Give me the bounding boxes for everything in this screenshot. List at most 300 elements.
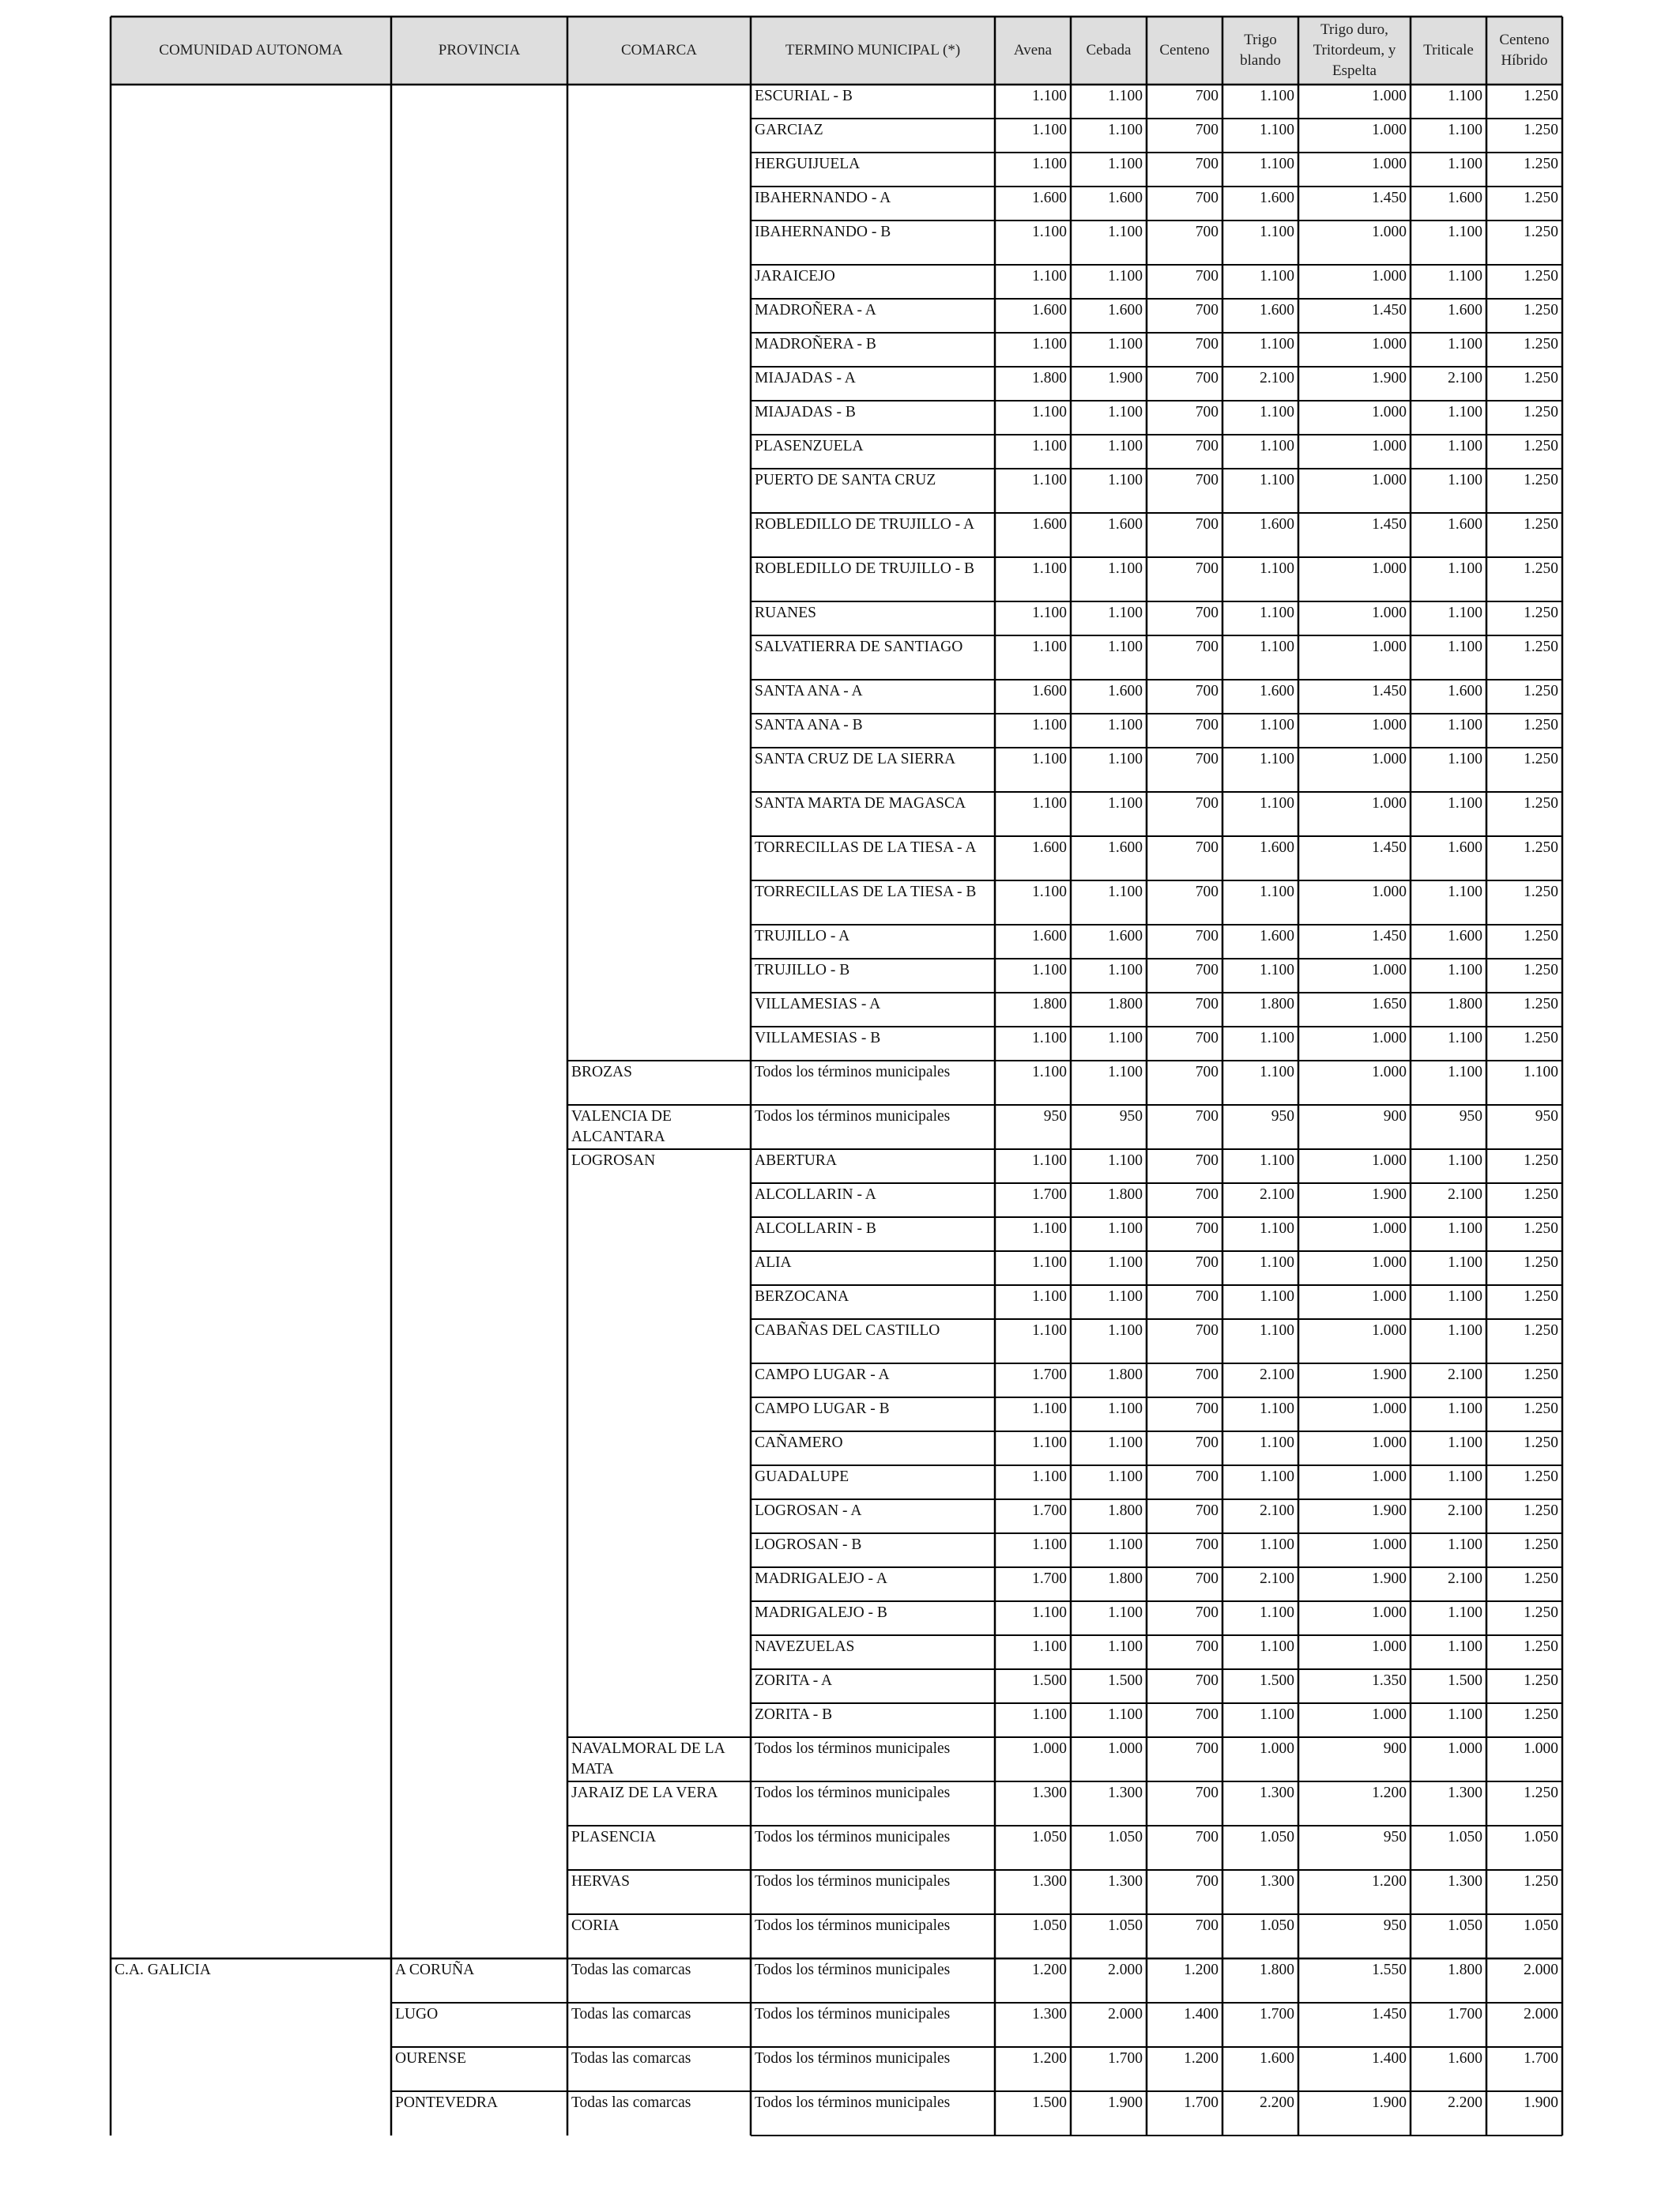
value-cell: 700	[1195, 1638, 1219, 1655]
value-cell: 1.700	[1032, 1570, 1067, 1587]
termino-cell: LOGROSAN - A	[755, 1502, 862, 1519]
termino-cell: GUADALUPE	[755, 1468, 849, 1485]
value-cell: 1.100	[1448, 1468, 1482, 1485]
value-cell: 700	[1195, 1220, 1219, 1237]
value-cell: 1.100	[1108, 224, 1143, 240]
termino-cell: Todos los términos municipales	[755, 2006, 951, 2022]
value-cell: 1.800	[1448, 996, 1482, 1012]
value-cell: 1.600	[1448, 2050, 1482, 2067]
termino-cell: Todos los términos municipales	[755, 2050, 951, 2067]
value-cell: 950	[1383, 1829, 1407, 1845]
value-cell: 1.600	[1108, 928, 1143, 944]
termino-cell: GARCIAZ	[755, 122, 823, 138]
header-cell: Triticale	[1411, 17, 1486, 85]
value-cell: 1.250	[1524, 370, 1558, 386]
value-cell: 1.200	[1184, 1962, 1219, 1978]
value-cell: 700	[1195, 1254, 1219, 1271]
value-cell: 1.100	[1108, 1288, 1143, 1305]
value-cell: 1.250	[1524, 884, 1558, 900]
value-cell: 1.100	[1108, 1064, 1143, 1080]
value-cell: 700	[1195, 88, 1219, 104]
value-cell: 700	[1195, 268, 1219, 285]
value-cell: 700	[1195, 639, 1219, 655]
value-cell: 700	[1195, 224, 1219, 240]
value-cell: 700	[1195, 1829, 1219, 1845]
value-cell: 1.100	[1260, 1536, 1294, 1553]
value-cell: 2.100	[1448, 1570, 1482, 1587]
value-cell: 1.100	[1260, 1638, 1294, 1655]
termino-cell: TORRECILLAS DE LA TIESA - A	[755, 839, 977, 856]
value-cell: 700	[1195, 1322, 1219, 1339]
value-cell: 1.250	[1524, 1468, 1558, 1485]
value-cell: 1.600	[1448, 302, 1482, 319]
value-cell: 1.100	[1448, 268, 1482, 285]
value-cell: 700	[1195, 404, 1219, 420]
value-cell: 1.100	[1260, 639, 1294, 655]
value-cell: 1.100	[1032, 336, 1067, 352]
value-cell: 700	[1195, 122, 1219, 138]
value-cell: 1.050	[1108, 1917, 1143, 1934]
value-cell: 1.600	[1260, 839, 1294, 856]
value-cell: 1.100	[1032, 88, 1067, 104]
value-cell: 2.200	[1448, 2094, 1482, 2111]
value-cell: 1.100	[1032, 639, 1067, 655]
value-cell: 1.000	[1372, 639, 1407, 655]
value-cell: 1.100	[1108, 268, 1143, 285]
value-cell: 1.100	[1032, 224, 1067, 240]
value-cell: 1.100	[1448, 1254, 1482, 1271]
termino-cell: Todos los términos municipales	[755, 1873, 951, 1890]
value-cell: 700	[1195, 370, 1219, 386]
value-cell: 1.100	[1032, 1468, 1067, 1485]
value-cell: 1.000	[1372, 560, 1407, 577]
value-cell: 1.000	[1108, 1740, 1143, 1757]
termino-cell: CAÑAMERO	[755, 1434, 843, 1451]
termino-cell: JARAICEJO	[755, 268, 835, 285]
value-cell: 1.600	[1448, 839, 1482, 856]
value-cell: 2.100	[1260, 370, 1294, 386]
value-cell: 1.450	[1372, 516, 1407, 533]
value-cell: 1.100	[1448, 605, 1482, 621]
provincia-cell: OURENSE	[395, 2050, 466, 2067]
value-cell: 1.100	[1032, 1638, 1067, 1655]
value-cell: 1.100	[1108, 88, 1143, 104]
value-cell: 1.250	[1524, 639, 1558, 655]
value-cell: 1.100	[1260, 224, 1294, 240]
value-cell: 1.100	[1032, 1064, 1067, 1080]
value-cell: 1.600	[1448, 190, 1482, 206]
value-cell: 1.100	[1108, 751, 1143, 767]
value-cell: 1.250	[1524, 190, 1558, 206]
value-cell: 1.050	[1260, 1829, 1294, 1845]
value-cell: 1.100	[1108, 472, 1143, 488]
termino-cell: ROBLEDILLO DE TRUJILLO - B	[755, 560, 975, 577]
value-cell: 1.200	[1032, 2050, 1067, 2067]
value-cell: 700	[1195, 1536, 1219, 1553]
value-cell: 700	[1195, 605, 1219, 621]
value-cell: 1.250	[1524, 268, 1558, 285]
termino-cell: ALCOLLARIN - A	[755, 1186, 876, 1203]
termino-cell: CAMPO LUGAR - B	[755, 1400, 890, 1417]
header-cell: Centeno Híbrido	[1486, 17, 1562, 85]
value-cell: 1.000	[1372, 884, 1407, 900]
value-cell: 1.100	[1260, 1468, 1294, 1485]
value-cell: 1.000	[1372, 1288, 1407, 1305]
value-cell: 1.000	[1448, 1740, 1482, 1757]
termino-cell: SANTA MARTA DE MAGASCA	[755, 795, 966, 812]
value-cell: 1.050	[1260, 1917, 1294, 1934]
termino-cell: Todos los términos municipales	[755, 1064, 951, 1080]
value-cell: 1.000	[1372, 438, 1407, 454]
value-cell: 700	[1195, 1873, 1219, 1890]
value-cell: 1.100	[1260, 336, 1294, 352]
value-cell: 1.250	[1524, 1254, 1558, 1271]
value-cell: 1.100	[1448, 1322, 1482, 1339]
value-cell: 1.000	[1372, 605, 1407, 621]
value-cell: 1.100	[1260, 1030, 1294, 1046]
termino-cell: ALIA	[755, 1254, 792, 1271]
value-cell: 1.450	[1372, 839, 1407, 856]
provincia-cell: LUGO	[395, 2006, 439, 2022]
value-cell: 700	[1195, 336, 1219, 352]
value-cell: 1.600	[1448, 516, 1482, 533]
value-cell: 700	[1195, 683, 1219, 699]
value-cell: 1.600	[1448, 683, 1482, 699]
value-cell: 1.100	[1032, 1152, 1067, 1169]
comarca-cell: VALENCIA DE ALCANTARA	[571, 1108, 672, 1145]
value-cell: 1.300	[1448, 1873, 1482, 1890]
value-cell: 1.100	[1032, 1536, 1067, 1553]
value-cell: 1.250	[1524, 1030, 1558, 1046]
value-cell: 700	[1195, 1917, 1219, 1934]
value-cell: 700	[1195, 190, 1219, 206]
value-cell: 1.050	[1032, 1917, 1067, 1934]
termino-cell: SANTA CRUZ DE LA SIERRA	[755, 751, 956, 767]
value-cell: 700	[1195, 156, 1219, 172]
value-cell: 1.100	[1032, 884, 1067, 900]
value-cell: 1.100	[1108, 1706, 1143, 1723]
value-cell: 1.100	[1260, 884, 1294, 900]
value-cell: 950	[1535, 1108, 1558, 1125]
value-cell: 1.100	[1108, 605, 1143, 621]
value-cell: 1.700	[1032, 1502, 1067, 1519]
value-cell: 1.000	[1372, 336, 1407, 352]
value-cell: 1.100	[1260, 1400, 1294, 1417]
value-cell: 1.100	[1032, 1400, 1067, 1417]
termino-cell: LOGROSAN - B	[755, 1536, 862, 1553]
termino-cell: Todos los términos municipales	[755, 1829, 951, 1845]
value-cell: 1.250	[1524, 122, 1558, 138]
header-cell: Centeno	[1147, 17, 1222, 85]
value-cell: 1.250	[1524, 1367, 1558, 1383]
value-cell: 1.250	[1524, 962, 1558, 978]
value-cell: 1.250	[1524, 156, 1558, 172]
value-cell: 1.250	[1524, 1288, 1558, 1305]
value-cell: 1.050	[1524, 1829, 1558, 1845]
value-cell: 700	[1195, 1604, 1219, 1621]
termino-cell: TORRECILLAS DE LA TIESA - B	[755, 884, 977, 900]
value-cell: 700	[1195, 1468, 1219, 1485]
value-cell: 1.250	[1524, 683, 1558, 699]
value-cell: 1.900	[1372, 370, 1407, 386]
value-cell: 2.100	[1448, 1186, 1482, 1203]
value-cell: 1.600	[1108, 302, 1143, 319]
value-cell: 1.800	[1108, 1502, 1143, 1519]
comunidad-cell: C.A. GALICIA	[115, 1962, 211, 1978]
termino-cell: Todos los términos municipales	[755, 1785, 951, 1801]
termino-cell: MADROÑERA - B	[755, 336, 876, 352]
value-cell: 2.100	[1260, 1502, 1294, 1519]
value-cell: 1.250	[1524, 1322, 1558, 1339]
value-cell: 1.100	[1108, 1030, 1143, 1046]
value-cell: 700	[1195, 1064, 1219, 1080]
value-cell: 1.650	[1372, 996, 1407, 1012]
value-cell: 1.050	[1524, 1917, 1558, 1934]
value-cell: 1.300	[1108, 1873, 1143, 1890]
value-cell: 1.100	[1260, 1434, 1294, 1451]
value-cell: 2.000	[1524, 1962, 1558, 1978]
value-cell: 1.100	[1448, 639, 1482, 655]
value-cell: 1.100	[1260, 1220, 1294, 1237]
value-cell: 1.450	[1372, 302, 1407, 319]
value-cell: 1.100	[1448, 1152, 1482, 1169]
value-cell: 1.500	[1108, 1672, 1143, 1689]
value-cell: 1.000	[1372, 1536, 1407, 1553]
value-cell: 1.100	[1032, 1220, 1067, 1237]
value-cell: 700	[1195, 839, 1219, 856]
header-cell: Cebada	[1071, 17, 1147, 85]
value-cell: 700	[1195, 884, 1219, 900]
value-cell: 1.600	[1108, 683, 1143, 699]
value-cell: 1.000	[1372, 122, 1407, 138]
value-cell: 1.800	[1260, 1962, 1294, 1978]
value-cell: 700	[1195, 962, 1219, 978]
value-cell: 1.900	[1108, 2094, 1143, 2111]
value-cell: 1.100	[1260, 88, 1294, 104]
value-cell: 700	[1195, 1672, 1219, 1689]
value-cell: 1.100	[1108, 1254, 1143, 1271]
value-cell: 2.000	[1108, 1962, 1143, 1978]
value-cell: 1.300	[1260, 1785, 1294, 1801]
value-cell: 1.050	[1032, 1829, 1067, 1845]
value-cell: 700	[1195, 1706, 1219, 1723]
comarca-cell: JARAIZ DE LA VERA	[571, 1785, 718, 1801]
value-cell: 1.000	[1372, 795, 1407, 812]
value-cell: 950	[1459, 1108, 1482, 1125]
value-cell: 1.100	[1448, 224, 1482, 240]
value-cell: 1.250	[1524, 605, 1558, 621]
value-cell: 1.100	[1032, 1604, 1067, 1621]
value-cell: 2.100	[1448, 1367, 1482, 1383]
value-cell: 1.700	[1032, 1367, 1067, 1383]
value-cell: 1.100	[1032, 1030, 1067, 1046]
value-cell: 1.100	[1260, 1604, 1294, 1621]
comarca-cell: LOGROSAN	[571, 1152, 656, 1169]
value-cell: 1.900	[1372, 2094, 1407, 2111]
value-cell: 1.000	[1372, 472, 1407, 488]
value-cell: 1.100	[1032, 560, 1067, 577]
value-cell: 1.100	[1448, 88, 1482, 104]
value-cell: 1.100	[1108, 884, 1143, 900]
value-cell: 1.100	[1032, 404, 1067, 420]
termino-cell: PUERTO DE SANTA CRUZ	[755, 472, 936, 488]
termino-cell: IBAHERNANDO - B	[755, 224, 891, 240]
value-cell: 700	[1195, 1152, 1219, 1169]
termino-cell: MIAJADAS - B	[755, 404, 856, 420]
value-cell: 1.800	[1032, 996, 1067, 1012]
value-cell: 1.600	[1260, 516, 1294, 533]
header-cell: PROVINCIA	[391, 17, 567, 85]
termino-cell: ROBLEDILLO DE TRUJILLO - A	[755, 516, 975, 533]
value-cell: 1.250	[1524, 1220, 1558, 1237]
value-cell: 1.000	[1032, 1740, 1067, 1757]
value-cell: 1.600	[1260, 683, 1294, 699]
termino-cell: MIAJADAS - A	[755, 370, 856, 386]
value-cell: 1.100	[1448, 751, 1482, 767]
value-cell: 700	[1195, 717, 1219, 733]
termino-cell: MADRIGALEJO - B	[755, 1604, 887, 1621]
value-cell: 1.300	[1032, 1873, 1067, 1890]
value-cell: 1.100	[1260, 122, 1294, 138]
value-cell: 1.250	[1524, 839, 1558, 856]
value-cell: 1.000	[1372, 1638, 1407, 1655]
value-cell: 1.200	[1372, 1873, 1407, 1890]
value-cell: 1.100	[1032, 1288, 1067, 1305]
value-cell: 1.900	[1372, 1186, 1407, 1203]
value-cell: 1.100	[1448, 1220, 1482, 1237]
value-cell: 1.100	[1108, 1220, 1143, 1237]
value-cell: 1.900	[1372, 1367, 1407, 1383]
termino-cell: ALCOLLARIN - B	[755, 1220, 876, 1237]
value-cell: 1.800	[1448, 1962, 1482, 1978]
value-cell: 950	[1043, 1108, 1067, 1125]
value-cell: 1.600	[1032, 516, 1067, 533]
termino-cell: Todos los términos municipales	[755, 2094, 951, 2111]
value-cell: 1.100	[1448, 1030, 1482, 1046]
value-cell: 1.000	[1372, 88, 1407, 104]
value-cell: 1.100	[1032, 795, 1067, 812]
termino-cell: TRUJILLO - B	[755, 962, 850, 978]
value-cell: 700	[1195, 751, 1219, 767]
value-cell: 1.100	[1032, 472, 1067, 488]
value-cell: 1.600	[1260, 928, 1294, 944]
value-cell: 1.250	[1524, 1186, 1558, 1203]
value-cell: 1.250	[1524, 1502, 1558, 1519]
value-cell: 1.100	[1108, 962, 1143, 978]
termino-cell: ABERTURA	[755, 1152, 837, 1169]
comarca-cell: PLASENCIA	[571, 1829, 657, 1845]
value-cell: 1.200	[1184, 2050, 1219, 2067]
header-cell: COMARCA	[567, 17, 751, 85]
termino-cell: RUANES	[755, 605, 817, 621]
value-cell: 1.100	[1032, 122, 1067, 138]
value-cell: 1.100	[1448, 1638, 1482, 1655]
value-cell: 1.600	[1260, 2050, 1294, 2067]
value-cell: 2.200	[1260, 2094, 1294, 2111]
value-cell: 1.100	[1448, 1536, 1482, 1553]
value-cell: 1.100	[1448, 336, 1482, 352]
value-cell: 1.250	[1524, 224, 1558, 240]
value-cell: 1.100	[1032, 268, 1067, 285]
value-cell: 1.100	[1108, 795, 1143, 812]
comarca-cell: Todas las comarcas	[571, 2094, 691, 2111]
value-cell: 1.900	[1372, 1570, 1407, 1587]
value-cell: 1.100	[1032, 1706, 1067, 1723]
value-cell: 1.100	[1032, 751, 1067, 767]
value-cell: 1.300	[1448, 1785, 1482, 1801]
value-cell: 1.100	[1032, 605, 1067, 621]
termino-cell: VILLAMESIAS - A	[755, 996, 881, 1012]
value-cell: 1.100	[1108, 122, 1143, 138]
comarca-cell: Todas las comarcas	[571, 2006, 691, 2022]
value-cell: 1.050	[1108, 1829, 1143, 1845]
provincia-cell: PONTEVEDRA	[395, 2094, 498, 2111]
value-cell: 1.100	[1260, 795, 1294, 812]
value-cell: 1.100	[1108, 1468, 1143, 1485]
value-cell: 1.250	[1524, 1638, 1558, 1655]
value-cell: 1.050	[1448, 1829, 1482, 1845]
value-cell: 1.250	[1524, 1536, 1558, 1553]
header-cell: Trigo duro, Tritordeum, y Espelta	[1298, 17, 1411, 85]
value-cell: 1.000	[1372, 156, 1407, 172]
value-cell: 1.250	[1524, 1873, 1558, 1890]
value-cell: 1.000	[1372, 1030, 1407, 1046]
value-cell: 1.000	[1372, 1220, 1407, 1237]
value-cell: 2.100	[1260, 1367, 1294, 1383]
value-cell: 1.100	[1448, 1400, 1482, 1417]
value-cell: 1.100	[1260, 962, 1294, 978]
termino-cell: HERGUIJUELA	[755, 156, 861, 172]
termino-cell: NAVEZUELAS	[755, 1638, 855, 1655]
value-cell: 1.250	[1524, 1152, 1558, 1169]
termino-cell: Todos los términos municipales	[755, 1740, 951, 1757]
termino-cell: SALVATIERRA DE SANTIAGO	[755, 639, 963, 655]
comarca-cell: HERVAS	[571, 1873, 630, 1890]
value-cell: 700	[1195, 1367, 1219, 1383]
value-cell: 1.100	[1032, 438, 1067, 454]
value-cell: 1.600	[1032, 839, 1067, 856]
termino-cell: SANTA ANA - B	[755, 717, 863, 733]
value-cell: 1.450	[1372, 928, 1407, 944]
value-cell: 1.000	[1372, 268, 1407, 285]
value-cell: 700	[1195, 1108, 1219, 1125]
header-cell: Avena	[995, 17, 1071, 85]
header-cell: Trigo blando	[1222, 17, 1298, 85]
value-cell: 1.100	[1448, 795, 1482, 812]
value-cell: 1.600	[1260, 190, 1294, 206]
value-cell: 1.000	[1372, 1152, 1407, 1169]
value-cell: 700	[1195, 1502, 1219, 1519]
value-cell: 1.600	[1260, 302, 1294, 319]
value-cell: 1.250	[1524, 472, 1558, 488]
termino-cell: VILLAMESIAS - B	[755, 1030, 881, 1046]
value-cell: 1.600	[1032, 928, 1067, 944]
value-cell: 700	[1195, 1434, 1219, 1451]
value-cell: 1.100	[1108, 1604, 1143, 1621]
value-cell: 1.600	[1108, 839, 1143, 856]
value-cell: 1.100	[1108, 1400, 1143, 1417]
value-cell: 1.100	[1108, 1638, 1143, 1655]
value-cell: 1.100	[1032, 1254, 1067, 1271]
header-cell: TERMINO MUNICIPAL (*)	[751, 17, 995, 85]
value-cell: 1.600	[1032, 302, 1067, 319]
value-cell: 1.100	[1032, 1322, 1067, 1339]
termino-cell: IBAHERNANDO - A	[755, 190, 891, 206]
header-cell: COMUNIDAD AUTONOMA	[111, 17, 391, 85]
value-cell: 1.250	[1524, 795, 1558, 812]
value-cell: 1.000	[1372, 1706, 1407, 1723]
value-cell: 1.800	[1032, 370, 1067, 386]
